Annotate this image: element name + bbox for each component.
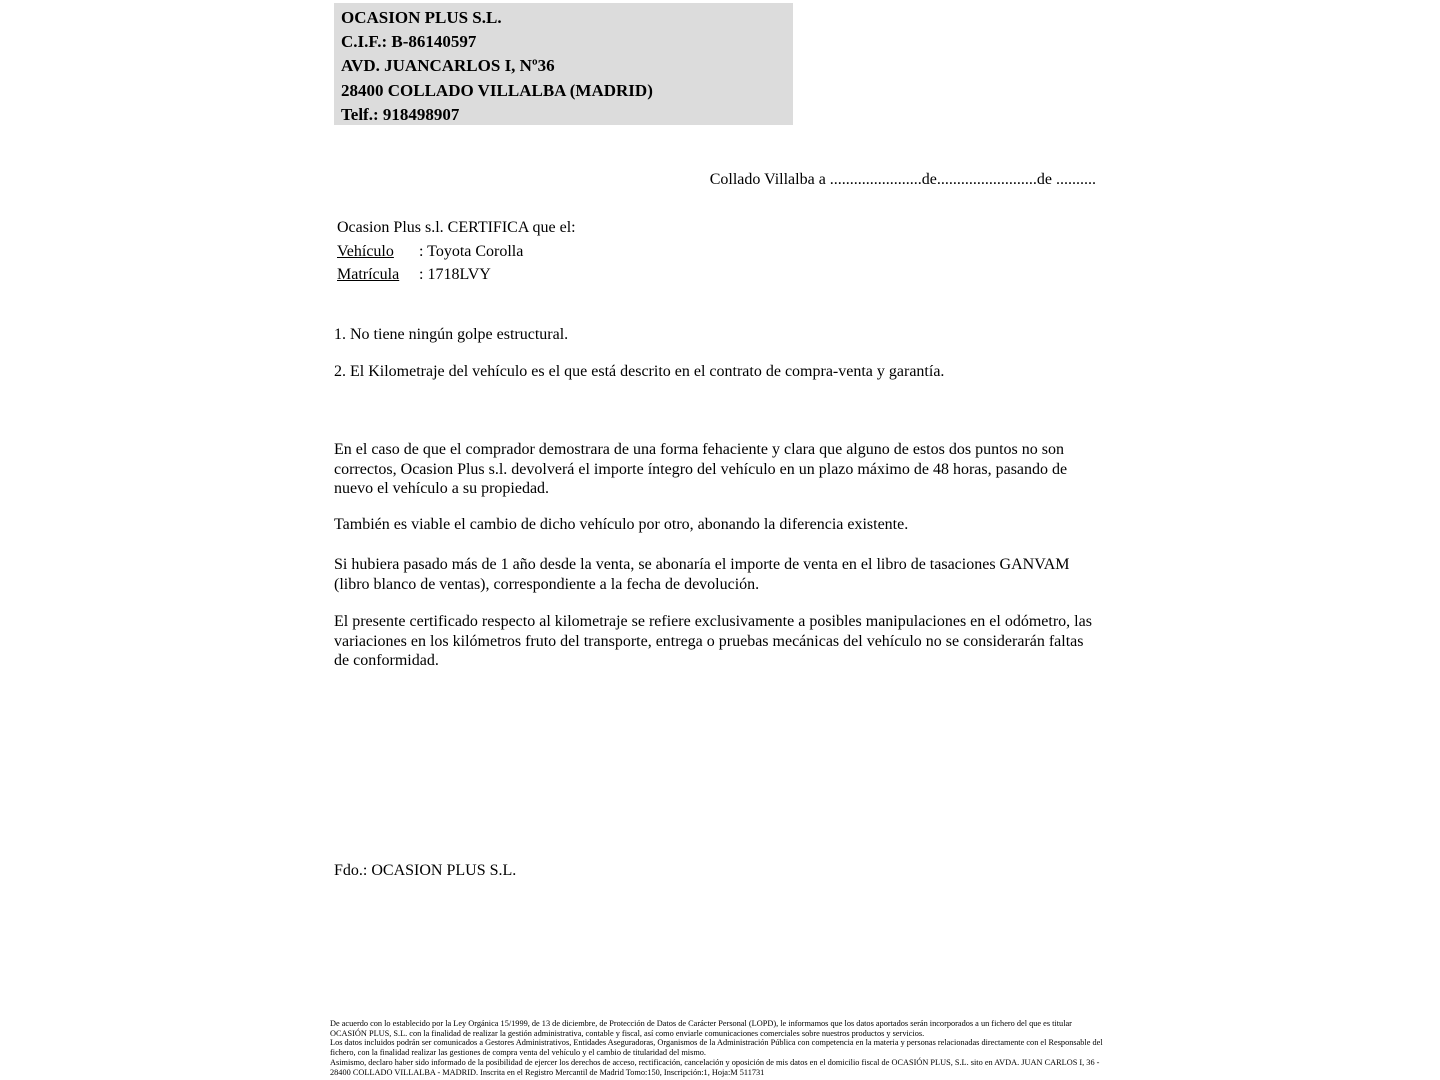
certification-block [337,216,1097,287]
company-cif: C.I.F.: B-86140597 [341,32,477,52]
date-line: Collado Villalba a .......................de.........................de .......... [709,171,1096,188]
vehicle-row [337,240,1097,264]
odometer-paragraph: El presente certificado respecto al kilometraje se refiere exclusivamente a posibles manipulaciones en el odómetro, las variaciones en los kilómetros fruto del transporte, entrega o pruebas mecánicas del vehículo no se considerarán faltas de conformidad. [334,613,1092,670]
ganvam-paragraph: Si hubiera pasado más de 1 año desde la venta, se abonaría el importe de venta en el libro de tasaciones GANVAM (libro blanco de ventas), correspondiente a la fecha de devolución. [334,556,1070,593]
legal-footer [330,1019,1105,1077]
plate-value: : 1718LVY [419,266,491,283]
condition-point-2: 2. El Kilometraje del vehículo es el que está descrito en el contrato de compra-venta y garantía. [334,363,945,380]
legal-footer-paragraph-lopd: De acuerdo con lo establecido por la Ley Orgánica 15/1999, de 13 de diciembre, de Protección de Datos de Carácter Personal (LOPD), le informamos que los datos aportados serán incorporados a un fichero del que es titular OCASIÓN PLUS, S.L. con la finalidad de realizar la gestión administrativa, contable y fiscal, así como enviarle comunicaciones comerciales sobre nuestros productos y servicios. [330,1019,1072,1038]
plate-row [337,263,1097,287]
signature-line: Fdo.: OCASION PLUS S.L. [334,862,517,879]
company-phone: Telf.: 918498907 [341,104,460,124]
condition-point-1: 1. No tiene ningún golpe estructural. [334,326,569,343]
legal-footer-paragraph-rights: Asimismo, declaro haber sido informado de la posibilidad de ejercer los derechos de acceso, rectificación, cancelación y oposición de mis datos en el domicilio fiscal de OCASIÓN PLUS, S.L. sito en AVDA. JUAN CARLOS I, 36 - 28400 COLLADO VILLALBA - MADRID. Inscrita en el Registro Mercantil de Madrid Tomo:150, Inscripción:1, Hoja:M 511731 [330,1057,1100,1077]
plate-label: Matrícula [337,266,400,283]
vehicle-value: : Toyota Corolla [419,242,524,260]
vehicle-label: Vehículo [337,242,394,260]
refund-paragraph: En el caso de que el comprador demostrara de una forma fehaciente y clara que alguno de estos dos puntos no son correctos, Ocasion Plus s.l. devolverá el importe íntegro del vehículo en un plazo máximo de 48 horas, pasando de nuevo el vehículo a su propiedad. [334,441,1068,498]
company-address-street: AVD. JUANCARLOS I, Nº36 [341,56,555,76]
company-name: OCASION PLUS S.L. [341,8,502,27]
exchange-paragraph: También es viable el cambio de dicho vehículo por otro, abonando la diferencia existente. [334,516,909,533]
legal-footer-paragraph-data-sharing: Los datos incluidos podrán ser comunicados a Gestores Administrativos, Entidades Aseguradoras, Organismos de la Administración Pública con competencia en la materia y personas relacionadas directamente con el Responsable del fichero, con la finalidad realizar las gestiones de compra venta del vehículo y el cambio de titularidad del mismo. [330,1038,1103,1058]
company-address-city: 28400 COLLADO VILLALBA (MADRID) [341,80,653,100]
certification-intro: Ocasion Plus s.l. CERTIFICA que el: [337,219,576,236]
company-header-box [334,3,793,125]
